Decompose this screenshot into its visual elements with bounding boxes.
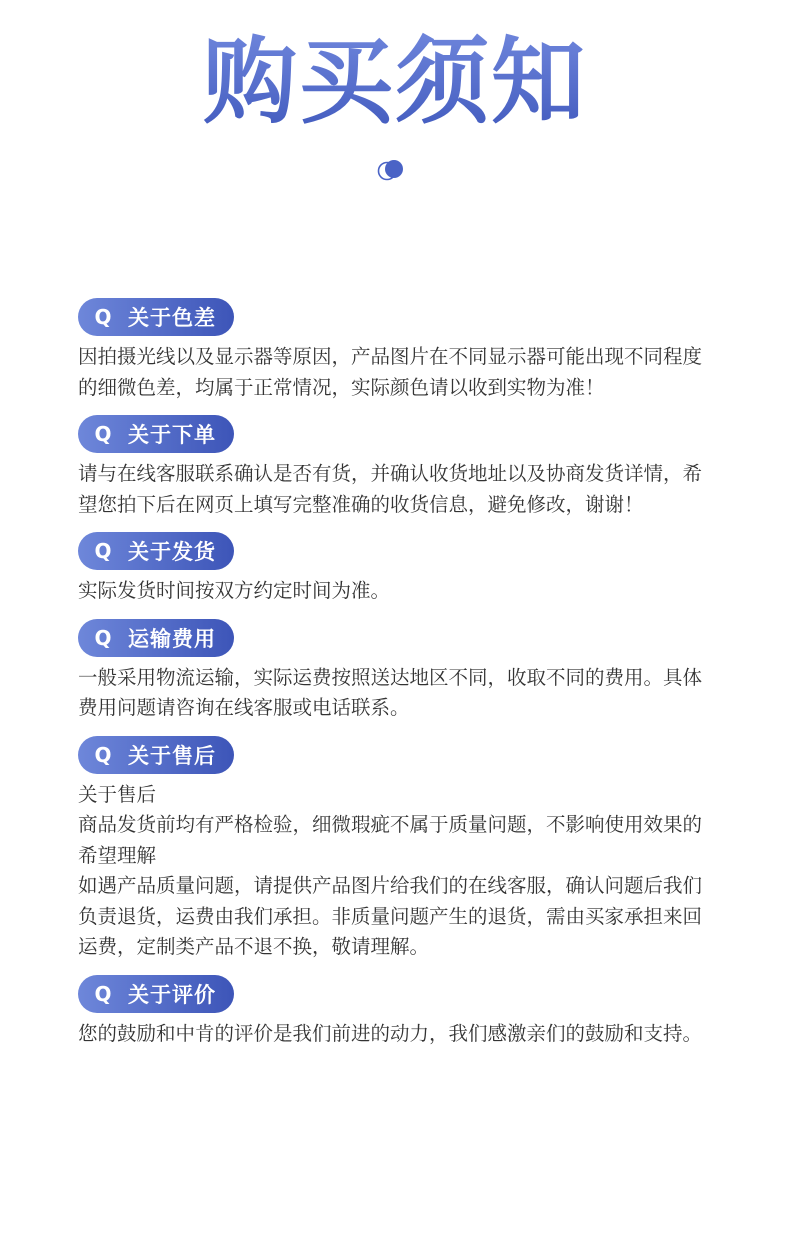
section-text: 关于售后 [78,782,157,806]
section-badge [78,415,234,453]
section-shipping [78,532,718,607]
section-title: 关于下单 [128,423,216,447]
section-text: 您的鼓励和中肯的评价是我们前进的动力，我们感激亲们的鼓励和支持。 [78,1021,703,1045]
section-title: 运输费用 [128,626,216,651]
section-text: 一般采用物流运输，实际运费按照送达地区不同，收取不同的费用。具体费用问题请咨询在线客服或电话联系。 [78,665,703,719]
page-title: 购买须知 [0,28,790,138]
question-icon: Q [94,305,112,329]
section-title: 关于色差 [128,306,216,330]
section-text: 商品发货前均有严格检验，细微瑕疵不属于质量问题，不影响使用效果的希望理解 [78,813,703,867]
section-text: 因拍摄光线以及显示器等原因，产品图片在不同显示器可能出现不同程度的细微色差，均属于正常情况，实际颜色请以收到实物为准！ [78,345,703,399]
question-icon: Q [94,742,112,767]
section-badge [78,619,234,657]
section-after-sales [78,736,718,963]
notice-content [78,298,718,1049]
section-badge [78,298,234,336]
section-color-difference [78,298,718,403]
section-badge [78,975,234,1013]
question-icon: Q [94,625,112,650]
section-text: 如遇产品质量问题，请提供产品图片给我们的在线客服，确认问题后我们负责退货，运费由我们承担。非质量问题产生的退货，需由买家承担来回运费，定制类产品不退不换，敬请理解。 [78,874,703,958]
question-icon: Q [94,981,112,1006]
section-reviews [78,975,718,1050]
section-badge [78,532,234,570]
section-title: 关于发货 [128,540,216,564]
section-text: 请与在线客服联系确认是否有货，并确认收货地址以及协商发货详情，希望您拍下后在网页上填写完整准确的收货信息，避免修改，谢谢！ [78,462,703,516]
section-text: 实际发货时间按双方约定时间为准。 [78,579,391,602]
question-icon: Q [94,422,112,446]
section-title: 关于售后 [128,743,216,768]
section-badge [78,736,234,774]
section-title: 关于评价 [128,982,216,1007]
question-icon: Q [94,539,112,563]
section-freight-cost [78,619,718,724]
section-ordering [78,415,718,520]
decorative-circles-icon [377,158,405,182]
